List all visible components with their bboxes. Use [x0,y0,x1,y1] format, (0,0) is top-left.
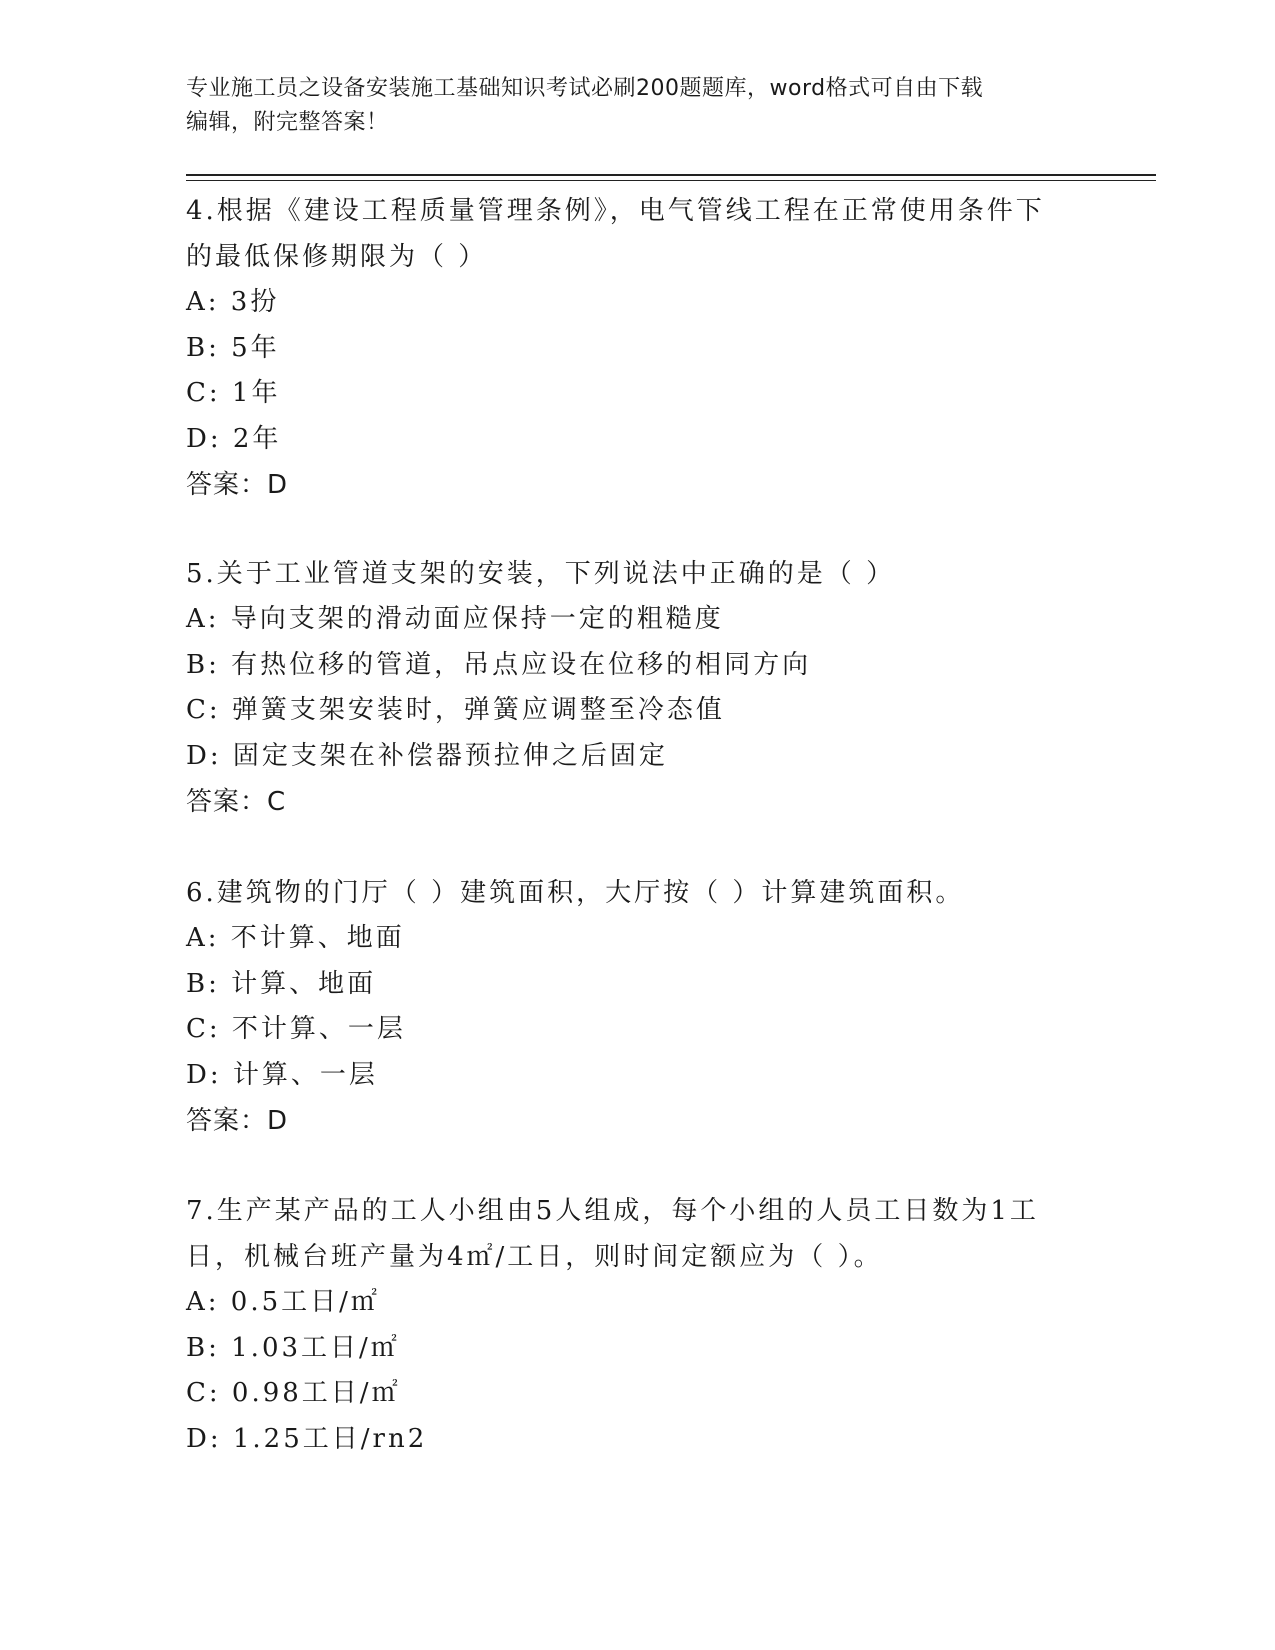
option-c: C: 0.98工日/㎡ [186,1378,401,1408]
question-7 [186,1188,1066,1462]
option-b: B: 5年 [186,332,280,363]
header-title-line-1: 专业施工员之设备安装施工基础知识考试必刷200题题库，word格式可自由下载 [186,76,984,101]
header-divider-thick [186,174,1156,176]
question-4 [186,188,1066,508]
question-stem-line-1: 7.生产某产品的工人小组由5人组成，每个小组的人员工日数为1工 [186,1196,1039,1226]
option-a: A: 3扮 [186,287,280,317]
option-b: B: 有热位移的管道，吊点应设在位移的相同方向 [186,649,812,680]
document-header [186,72,1066,140]
option-a: A: 不计算、地面 [186,923,405,953]
header-title-line-2: 编辑，附完整答案！ [186,110,389,135]
question-6 [186,870,1066,1144]
option-a: A: 0.5工日/㎡ [186,1287,380,1317]
option-b: B: 1.03工日/㎡ [186,1332,400,1363]
question-stem-line-1: 4.根据《建设工程质量管理条例》，电气管线工程在正常使用条件下 [186,196,1045,226]
option-b: B: 计算、地面 [186,968,377,999]
question-stem-line-1: 5.关于工业管道支架的安装，下列说法中正确的是（ ） [186,559,896,589]
question-stem-line-2: 日，机械台班产量为4㎡/工日，则时间定额应为（ ）。 [186,1242,883,1272]
option-c: C: 弹簧支架安装时，弹簧应调整至冷态值 [186,695,725,725]
question-5 [186,551,1066,825]
option-d: D: 固定支架在补偿器预拉伸之后固定 [186,740,668,771]
option-d: D: 计算、一层 [186,1059,378,1090]
option-d: D: 1.25工日/rn2 [186,1423,428,1454]
question-stem-line-2: 的最低保修期限为（ ） [186,242,488,272]
question-stem-line-1: 6.建筑物的门厅（ ）建筑面积，大厅按（ ）计算建筑面积。 [186,878,965,908]
option-a: A: 导向支架的滑动面应保持一定的粗糙度 [186,604,724,634]
answer: 答案：C [186,787,287,817]
answer: 答案：D [186,470,289,500]
header-divider-thin [186,180,1156,181]
option-c: C: 1年 [186,378,281,408]
option-c: C: 不计算、一层 [186,1014,406,1044]
answer: 答案：D [186,1106,289,1136]
option-d: D: 2年 [186,423,282,454]
